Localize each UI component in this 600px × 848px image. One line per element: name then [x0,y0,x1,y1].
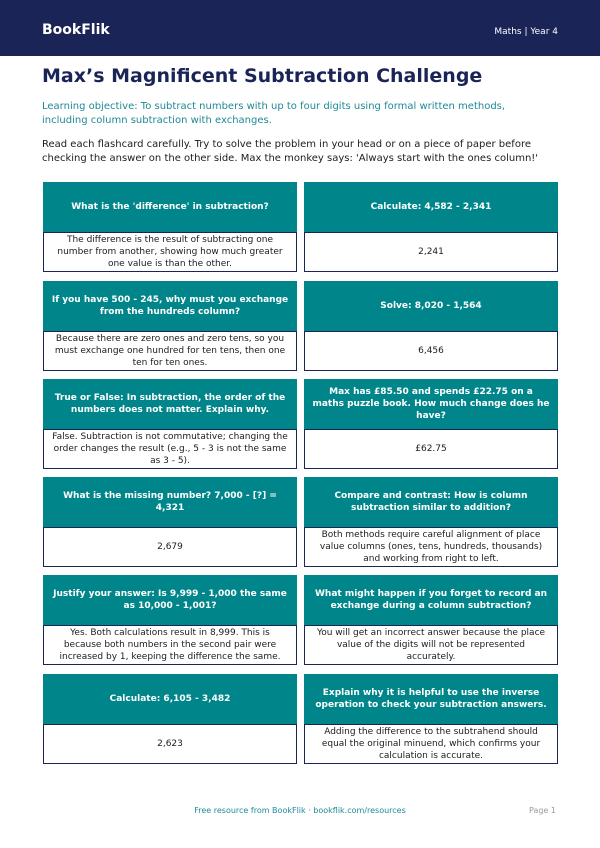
flashcard-answer: The difference is the result of subtracting one number from another, showing how much greater one value is than the other. [43,232,297,272]
flashcard-answer: 2,241 [304,232,558,272]
flashcard-question: Calculate: 6,105 - 3,482 [43,674,297,724]
flashcard-question: What is the 'difference' in subtraction? [43,182,297,232]
flashcard-answer: You will get an incorrect answer because the place value of the digits will not be represented accurately. [304,625,558,665]
flashcard-answer: 6,456 [304,331,558,371]
brand-logo: BookFlik [42,22,110,38]
subject-year-label: Maths | Year 4 [494,27,558,37]
flashcard-answer: Adding the difference to the subtrahend should equal the original minuend, which confirms your calculation is accurate. [304,724,558,764]
flashcard-question: What might happen if you forget to record an exchange during a column subtraction? [304,575,558,625]
page-title: Max’s Magnificent Subtraction Challenge [42,65,483,87]
flashcard-question: Max has £85.50 and spends £22.75 on a maths puzzle book. How much change does he have? [304,379,558,429]
flashcard-answer: False. Subtraction is not commutative; changing the order changes the result (e.g., 5 - 3 is not the same as 3 - 5). [43,429,297,469]
flashcard-question: Explain why it is helpful to use the inverse operation to check your subtraction answers. [304,674,558,724]
flashcard-answer: Yes. Both calculations result in 8,999. This is because both numbers in the second pair were increased by 1, keeping the difference the same. [43,625,297,665]
flashcard-question: Compare and contrast: How is column subtraction similar to addition? [304,477,558,527]
flashcard-answer: Because there are zero ones and zero tens, so you must exchange one hundred for ten tens, then one ten for ten ones. [43,331,297,371]
flashcard-answer: 2,623 [43,724,297,764]
flashcard-answer: Both methods require careful alignment of place value columns (ones, tens, hundreds, thousands) and working from right to left. [304,527,558,567]
flashcard-question: If you have 500 - 245, why must you exchange from the hundreds column? [43,281,297,331]
intro-text: Read each flashcard carefully. Try to solve the problem in your head or on a piece of paper before checking the answer on the other side. Max the monkey says: 'Always start with the ones column!' [42,139,539,164]
flashcard-answer: £62.75 [304,429,558,469]
footer-text: Free resource from BookFlik · bookflik.com/resources [194,806,406,815]
flashcard-question: Calculate: 4,582 - 2,341 [304,182,558,232]
flashcard-question: Solve: 8,020 - 1,564 [304,281,558,331]
page-number: Page 1 [529,806,556,815]
page-header [0,0,600,56]
learning-objective: Learning objective: To subtract numbers with up to four digits using formal written methods, including column subtraction with exchanges. [42,101,506,126]
flashcard-question: What is the missing number? 7,000 - [?] = 4,321 [43,477,297,527]
flashcard-question: True or False: In subtraction, the order of the numbers does not matter. Explain why. [43,379,297,429]
flashcard-question: Justify your answer: Is 9,999 - 1,000 the same as 10,000 - 1,001? [43,575,297,625]
flashcard-answer: 2,679 [43,527,297,567]
